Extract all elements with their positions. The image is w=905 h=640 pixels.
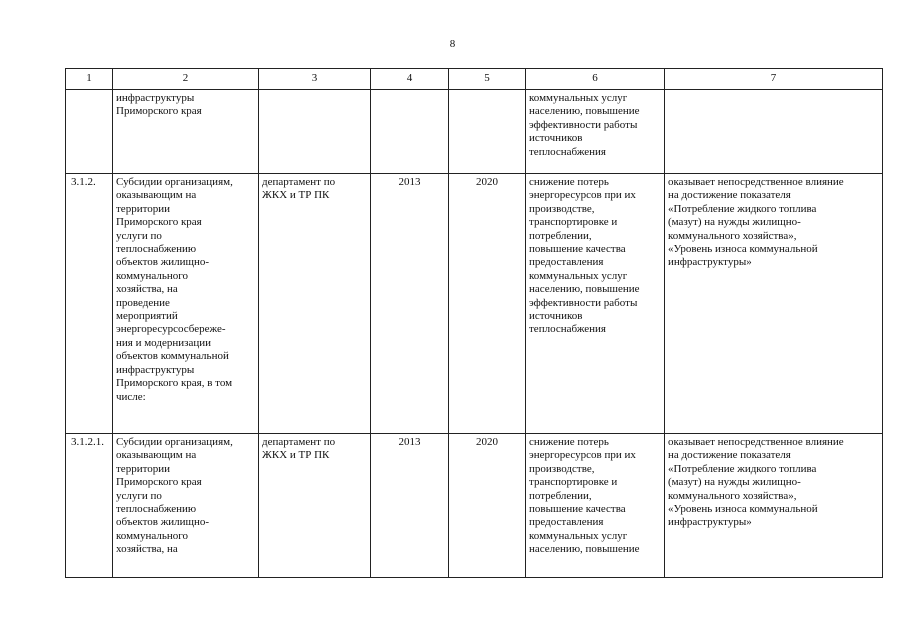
- row-number: 3.1.2.1.: [66, 434, 113, 578]
- header-col-4: 4: [371, 69, 449, 90]
- executor: департамент по ЖКХ и ТР ПК: [259, 434, 371, 578]
- table-row: [66, 174, 883, 434]
- end-year: 2020: [449, 174, 526, 434]
- program-table: [65, 68, 883, 578]
- header-col-2: 2: [113, 69, 259, 90]
- expected-result: снижение потерь энергоресурсов при их производстве, транспортировке и потреблении, повышение качества предоставления коммунальных услуг населению, повышение: [526, 434, 665, 578]
- row-number: 3.1.2.: [66, 174, 113, 434]
- row-number: [66, 90, 113, 174]
- end-year: [449, 90, 526, 174]
- start-year: 2013: [371, 174, 449, 434]
- header-col-6: 6: [526, 69, 665, 90]
- page-number: 8: [449, 38, 456, 50]
- measure-name: инфраструктуры Приморского края: [113, 90, 259, 174]
- measure-name: Субсидии организациям, оказывающим на территории Приморского края услуги по теплоснабжению объектов жилищно- коммунального хозяйства, на проведение мероприятий энергоресурсосбереже- ния и модернизации объектов коммунальной инфраструктуры Приморского края, в том числе:: [113, 174, 259, 434]
- expected-result: снижение потерь энергоресурсов при их производстве, транспортировке и потреблении, повышение качества предоставления коммунальных услуг населению, повышение эффективности работы источников теплоснабжения: [526, 174, 665, 434]
- header-col-7: 7: [665, 69, 883, 90]
- indicator-link: оказывает непосредственное влияние на достижение показателя «Потребление жидкого топлива (мазут) на нужды жилищно- коммунального хозяйства», «Уровень износа коммунальной инфраструктуры»: [665, 434, 883, 578]
- header-col-1: 1: [66, 69, 113, 90]
- start-year: [371, 90, 449, 174]
- start-year: 2013: [371, 434, 449, 578]
- expected-result: коммунальных услуг населению, повышение эффективности работы источников теплоснабжения: [526, 90, 665, 174]
- table-row: [66, 90, 883, 174]
- indicator-link: оказывает непосредственное влияние на достижение показателя «Потребление жидкого топлива (мазут) на нужды жилищно- коммунального хозяйства», «Уровень износа коммунальной инфраструктуры»: [665, 174, 883, 434]
- header-col-3: 3: [259, 69, 371, 90]
- measure-name: Субсидии организациям, оказывающим на территории Приморского края услуги по теплоснабжению объектов жилищно- коммунального хозяйства, на: [113, 434, 259, 578]
- executor: департамент по ЖКХ и ТР ПК: [259, 174, 371, 434]
- header-col-5: 5: [449, 69, 526, 90]
- executor: [259, 90, 371, 174]
- indicator-link: [665, 90, 883, 174]
- header-row: [66, 69, 883, 90]
- table-row: [66, 434, 883, 578]
- end-year: 2020: [449, 434, 526, 578]
